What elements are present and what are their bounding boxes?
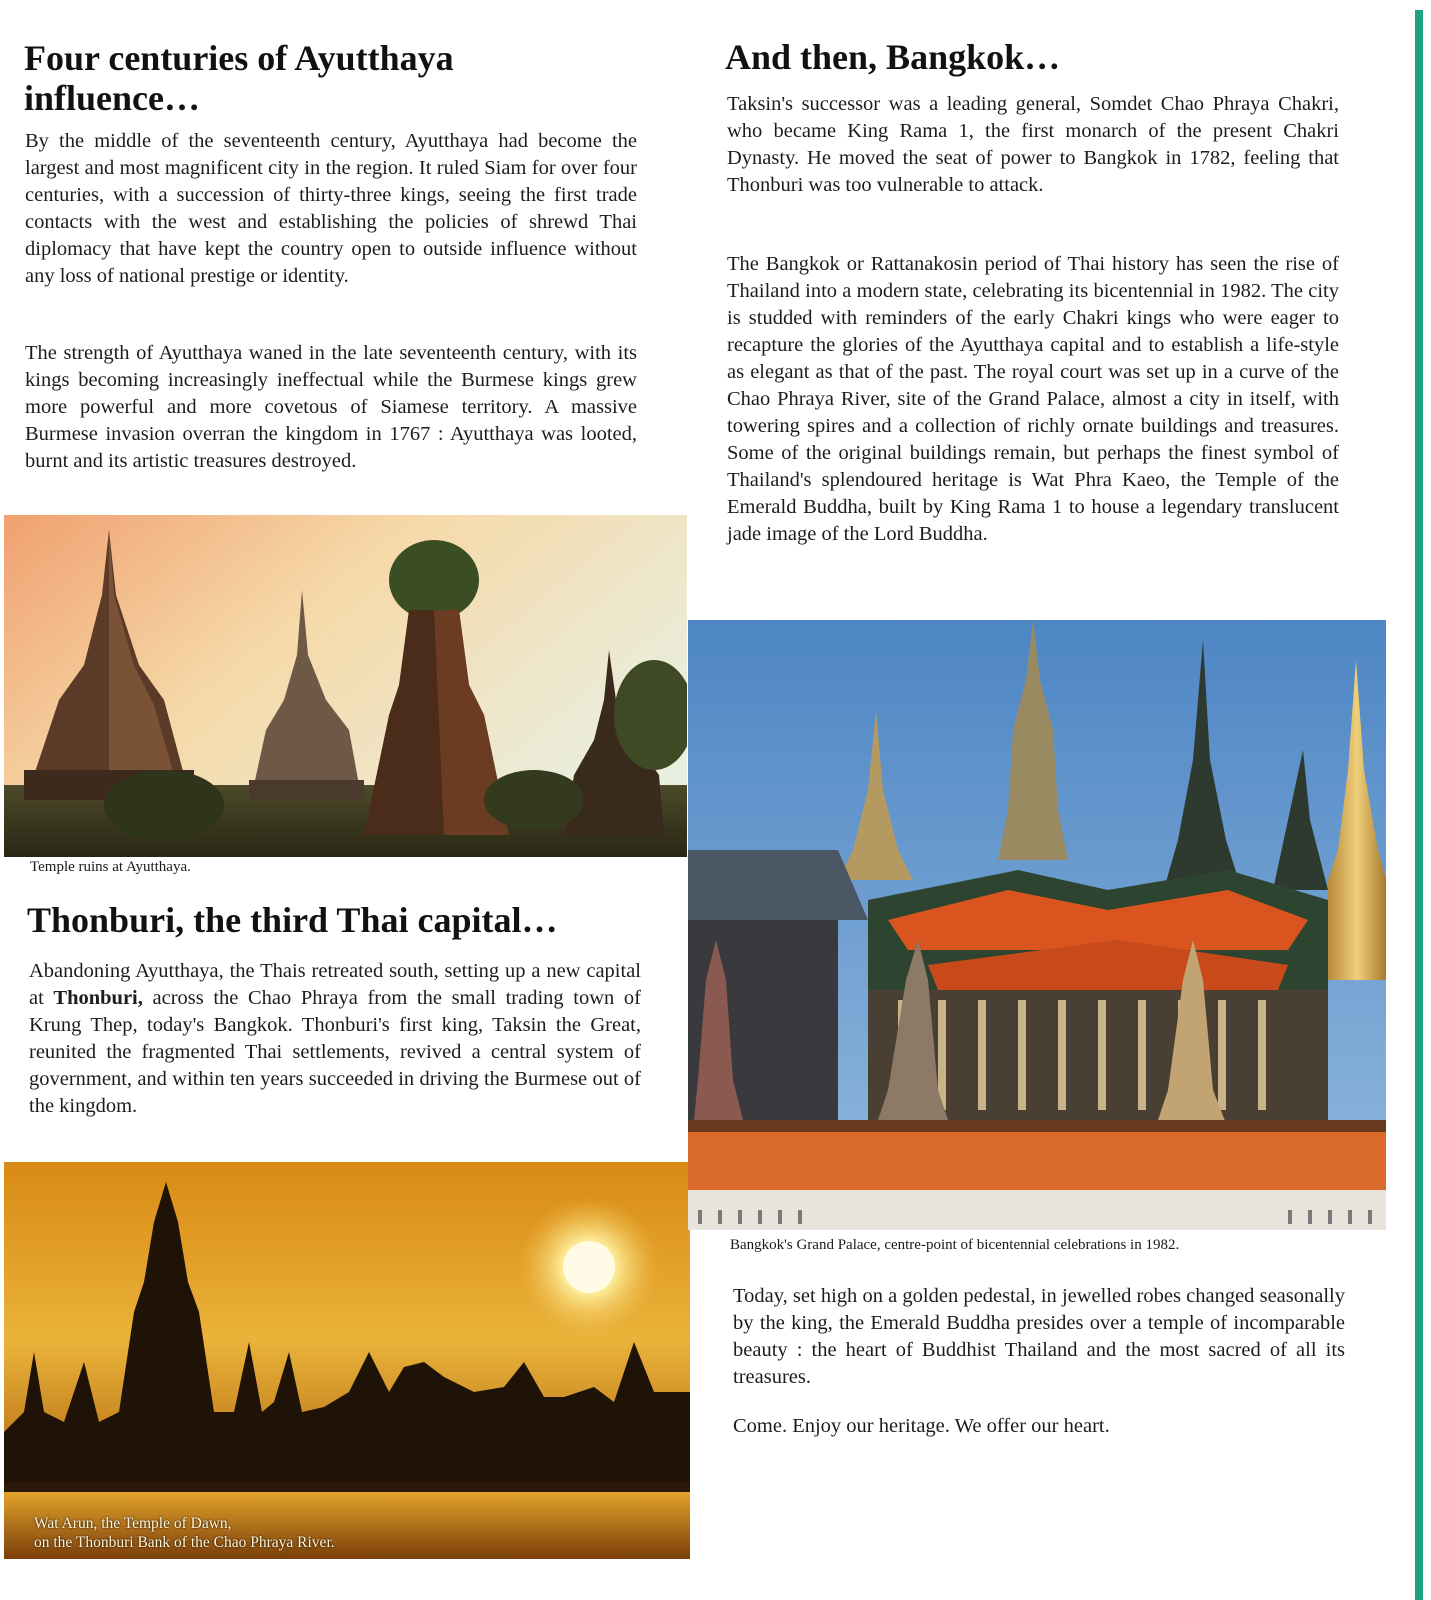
grand-palace-caption: Bangkok's Grand Palace, centre-point of bicentennial celebrations in 1982. bbox=[730, 1237, 1180, 1253]
thonburi-heading: Thonburi, the third Thai capital… bbox=[27, 900, 558, 940]
bangkok-paragraph-1: Taksin's successor was a leading general, Somdet Chao Phraya Chakri, who became King Rama 1, the first monarch of the present Chakri Dynasty. He moved the seat of power to Bangkok in 1782, feeling that Thonburi was too vulnerable to attack. bbox=[727, 93, 1339, 196]
closing-line: Come. Enjoy our heritage. We offer our heart. bbox=[733, 1415, 1110, 1437]
wat-arun-sunset-photo bbox=[4, 1162, 690, 1559]
bangkok-heading: And then, Bangkok… bbox=[725, 37, 1061, 77]
ayutthaya-ruins-caption: Temple ruins at Ayutthaya. bbox=[30, 859, 191, 875]
thonburi-paragraph bbox=[29, 958, 641, 1120]
ayutthaya-paragraph-2: The strength of Ayutthaya waned in the late seventeenth century, with its kings becoming increasingly ineffectual while the Burmese kings grew more powerful and more covetous of Siamese territory. A massive Burmese invasion overran the kingdom in 1767 : Ayutthaya was looted, burnt and its artistic treasures destroyed. bbox=[25, 342, 637, 472]
ayutthaya-heading-line1: Four centuries of Ayutthaya bbox=[24, 38, 454, 78]
grand-palace-photo bbox=[688, 620, 1386, 1230]
ayutthaya-heading-line2: influence… bbox=[24, 78, 200, 119]
today-paragraph: Today, set high on a golden pedestal, in jewelled robes changed seasonally by the king, the Emerald Buddha presides over a temple of incomparable beauty : the heart of Buddhist Thailand and the most sacred of all its treasures. bbox=[733, 1285, 1345, 1388]
wat-arun-caption-line1: Wat Arun, the Temple of Dawn, bbox=[34, 1515, 232, 1532]
thonburi-place-name: Thonburi, bbox=[53, 987, 143, 1009]
wat-arun-caption bbox=[34, 1514, 335, 1552]
thonburi-paragraph-start: Abandoning Ayutthaya, the Thais retreated south, setting up a new capital at bbox=[29, 960, 641, 1009]
page-edge-bar bbox=[1415, 10, 1423, 1600]
ayutthaya-ruins-photo bbox=[4, 515, 687, 857]
thonburi-paragraph-end: across the Chao Phraya from the small trading town of Krung Thep, today's Bangkok. Thonburi's first king, Taksin the Great, reunited the fragmented Thai settlements, revived a central system of government, and within ten years succeeded in driving the Burmese out of the kingdom. bbox=[29, 987, 641, 1117]
ayutthaya-heading bbox=[24, 38, 664, 119]
wat-arun-caption-line2: on the Thonburi Bank of the Chao Phraya River. bbox=[34, 1534, 335, 1551]
ayutthaya-paragraph-1: By the middle of the seventeenth century, Ayutthaya had become the largest and most magnificent city in the region. It ruled Siam for over four centuries, with a succession of thirty-three kings, seeing the first trade contacts with the west and establishing the policies of shrewd Thai diplomacy that have kept the country open to outside influence without any loss of national prestige or identity. bbox=[25, 130, 637, 287]
bangkok-paragraph-2: The Bangkok or Rattanakosin period of Thai history has seen the rise of Thailand into a modern state, celebrating its bicentennial in 1982. The city is studded with reminders of the early Chakri kings who were eager to recapture the glories of the Ayutthaya capital and to establish a life-style as elegant as that of the past. The royal court was set up in a curve of the Chao Phraya River, site of the Grand Palace, almost a city in itself, with towering spires and a collection of richly ornate buildings and treasures. Some of the original buildings remain, but perhaps the finest symbol of Thailand's splendoured heritage is Wat Phra Kaeo, the Temple of the Emerald Buddha, built by King Rama 1 to house a legendary translucent jade image of the Lord Buddha. bbox=[727, 253, 1339, 545]
